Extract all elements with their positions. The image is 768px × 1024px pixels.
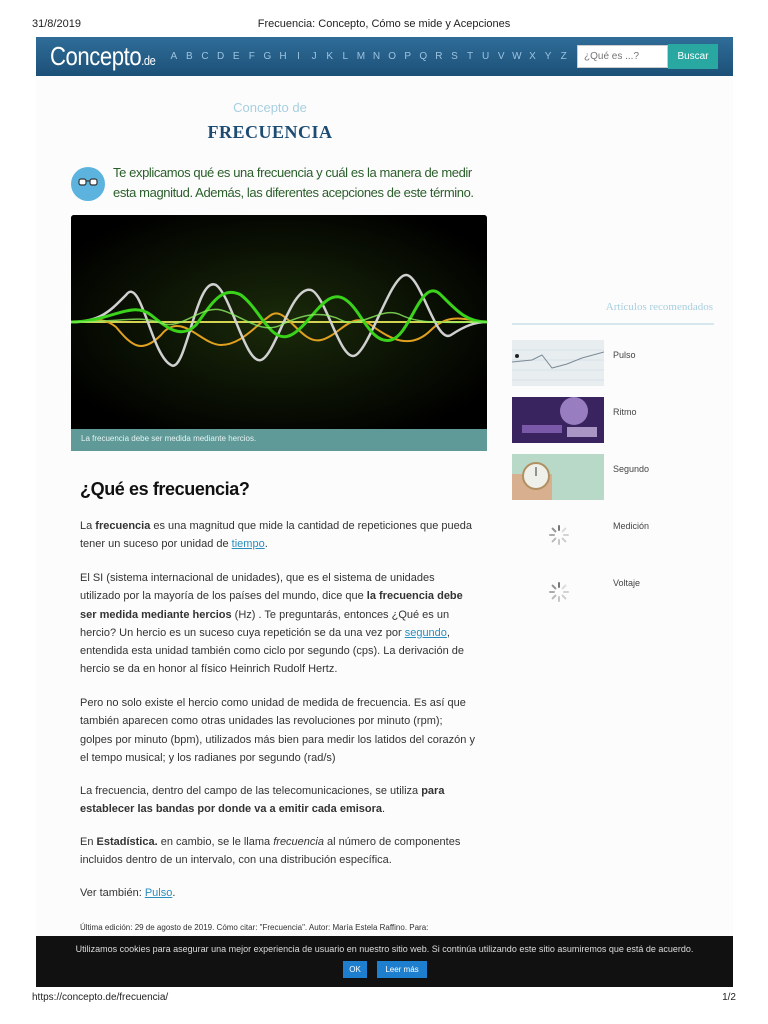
letter-link[interactable]: W: [512, 51, 522, 62]
article-kicker: Concepto de: [233, 100, 307, 115]
pulso-thumbnail: [512, 340, 604, 386]
link-tiempo[interactable]: tiempo: [231, 538, 265, 551]
hero-image: [71, 215, 487, 429]
letter-link[interactable]: O: [388, 51, 396, 62]
bold-text: la frecuencia debe ser medida mediante hercios: [80, 590, 463, 621]
sidebar-title: Artículos recomendados: [605, 301, 713, 313]
letter-link[interactable]: U: [482, 51, 490, 62]
site-logo[interactable]: [50, 41, 155, 72]
bold-text: Estadística.: [96, 836, 158, 848]
cookie-banner: [36, 936, 733, 987]
letter-link[interactable]: I: [297, 51, 300, 62]
recommended-label: Voltaje: [613, 578, 641, 588]
letter-link[interactable]: N: [372, 51, 381, 62]
text: es una magnitud que mide la cantidad de repeticiones que pueda tener un suceso por unidad de: [80, 520, 473, 551]
recommended-item[interactable]: [512, 454, 716, 502]
image-caption: La frecuencia debe ser medida mediante hercios.: [71, 429, 487, 451]
text: , entendida esta unidad también como ciclo por segundo (cps). La derivación de hercio se da en honor al físico Heinrich Rudolf Hertz.: [80, 626, 465, 676]
loading-spinner-icon: [548, 581, 570, 603]
text: al número de componentes incluidos dentro de un intervalo, con una distribución específica.: [80, 836, 461, 867]
recommended-item[interactable]: [512, 340, 716, 388]
search-input[interactable]: [577, 45, 668, 68]
ritmo-thumbnail: [512, 397, 604, 443]
paragraph-6: [80, 884, 475, 902]
paragraph-3: Pero no solo existe el hercio como unidad de medida de frecuencia. Es así que también aparecen como otras unidades las revoluciones por minuto (rpm); golpes por minuto (bpm), utilizados más bien para medir los latidos del corazón y el tempo musical; y los radianes por segundo (rad/s): [80, 697, 475, 764]
paragraph-4: [80, 782, 475, 819]
letter-link[interactable]: F: [248, 51, 255, 62]
bold-text: frecuencia: [95, 520, 151, 532]
letter-link[interactable]: P: [404, 51, 412, 62]
page-title: FRECUENCIA: [207, 122, 333, 142]
text: .: [172, 887, 176, 899]
cookie-ok-button[interactable]: OK: [343, 961, 367, 978]
recommended-label: Medición: [613, 521, 650, 531]
print-header: [0, 0, 768, 36]
logo-suffix: .de: [141, 53, 156, 68]
letter-link[interactable]: Z: [560, 51, 567, 62]
letter-link[interactable]: E: [232, 51, 240, 62]
page-number: 1/2: [722, 992, 736, 1003]
recommended-item[interactable]: [512, 511, 716, 559]
site-header: [36, 37, 733, 76]
letter-link[interactable]: J: [311, 51, 317, 62]
link-segundo[interactable]: segundo: [404, 626, 447, 639]
segundo-thumbnail: [512, 454, 604, 500]
print-title: Frecuencia: Concepto, Cómo se mide y Acepciones: [257, 18, 511, 30]
medicion-thumbnail: [512, 511, 604, 557]
recommended-label: Ritmo: [613, 407, 637, 417]
italic-text: frecuencia: [273, 836, 324, 848]
voltaje-thumbnail: [512, 568, 604, 614]
print-url: https://concepto.de/frecuencia/: [32, 992, 169, 1003]
logo-main: Concepto: [50, 41, 142, 71]
print-date: 31/8/2019: [32, 18, 81, 30]
search-button[interactable]: Buscar: [668, 44, 718, 69]
letter-link[interactable]: Y: [544, 51, 552, 62]
letter-link[interactable]: G: [263, 51, 272, 62]
glasses-icon: [71, 167, 105, 201]
letter-link[interactable]: V: [497, 51, 505, 62]
text: En: [80, 836, 97, 848]
edit-note: Última edición: 29 de agosto de 2019. Cómo citar: "Frecuencia". Autor: María Estela Raffino. Para:: [80, 923, 429, 932]
letter-link[interactable]: A: [170, 51, 178, 62]
letter-link[interactable]: H: [279, 51, 287, 62]
recommended-item[interactable]: [512, 397, 716, 445]
letter-link[interactable]: X: [529, 51, 536, 62]
paragraph-5: [80, 833, 475, 870]
letter-link[interactable]: D: [216, 51, 225, 62]
bold-text: para establecer las bandas por donde va a emitir cada emisora: [80, 785, 445, 816]
letter-link[interactable]: Q: [419, 51, 428, 62]
text: El SI (sistema internacional de unidades), que es el sistema de unidades utilizado por la mayoría de los países del mundo, dice que: [80, 572, 435, 603]
letter-link[interactable]: C: [201, 51, 209, 62]
letter-link[interactable]: B: [186, 51, 193, 62]
letter-link[interactable]: T: [467, 51, 474, 62]
letter-link[interactable]: M: [356, 51, 366, 62]
recommended-label: Segundo: [613, 464, 650, 474]
loading-spinner-icon: [548, 524, 570, 546]
cookie-read-more-button[interactable]: Leer más: [377, 961, 427, 978]
paragraph-1: [80, 517, 475, 554]
letter-link[interactable]: S: [451, 51, 458, 62]
paragraph-2: [80, 569, 475, 679]
recommended-item[interactable]: [512, 568, 716, 616]
sidebar-divider: [512, 323, 714, 325]
article-intro: Te explicamos qué es una frecuencia y cuál es la manera de medir esta magnitud. Además, las diferentes acepciones de este término.: [113, 165, 474, 200]
text: Ver también:: [80, 887, 145, 899]
text: La: [80, 520, 96, 532]
link-pulso[interactable]: Pulso: [144, 887, 173, 899]
text: La frecuencia, dentro del campo de las telecomunicaciones, se utiliza: [80, 785, 422, 797]
text: .: [264, 538, 268, 551]
text: (Hz) . Te preguntarás, entonces ¿Qué es un hercio? Un hercio es un suceso cuya repetición se da una vez por: [80, 608, 450, 639]
section-heading: ¿Qué es frecuencia?: [80, 479, 250, 499]
text: en cambio, se le llama: [157, 836, 274, 848]
text: .: [382, 803, 386, 816]
letter-link[interactable]: K: [326, 51, 334, 62]
recommended-label: Pulso: [613, 350, 636, 360]
letter-link[interactable]: R: [435, 51, 443, 62]
cookie-text: Utilizamos cookies para asegurar una mejor experiencia de usuario en nuestro sitio web. Si continúa utilizando este sitio asumiremos que está de acuerdo.: [75, 944, 694, 954]
letter-link[interactable]: L: [342, 51, 349, 62]
alphabet-nav: [166, 51, 571, 62]
